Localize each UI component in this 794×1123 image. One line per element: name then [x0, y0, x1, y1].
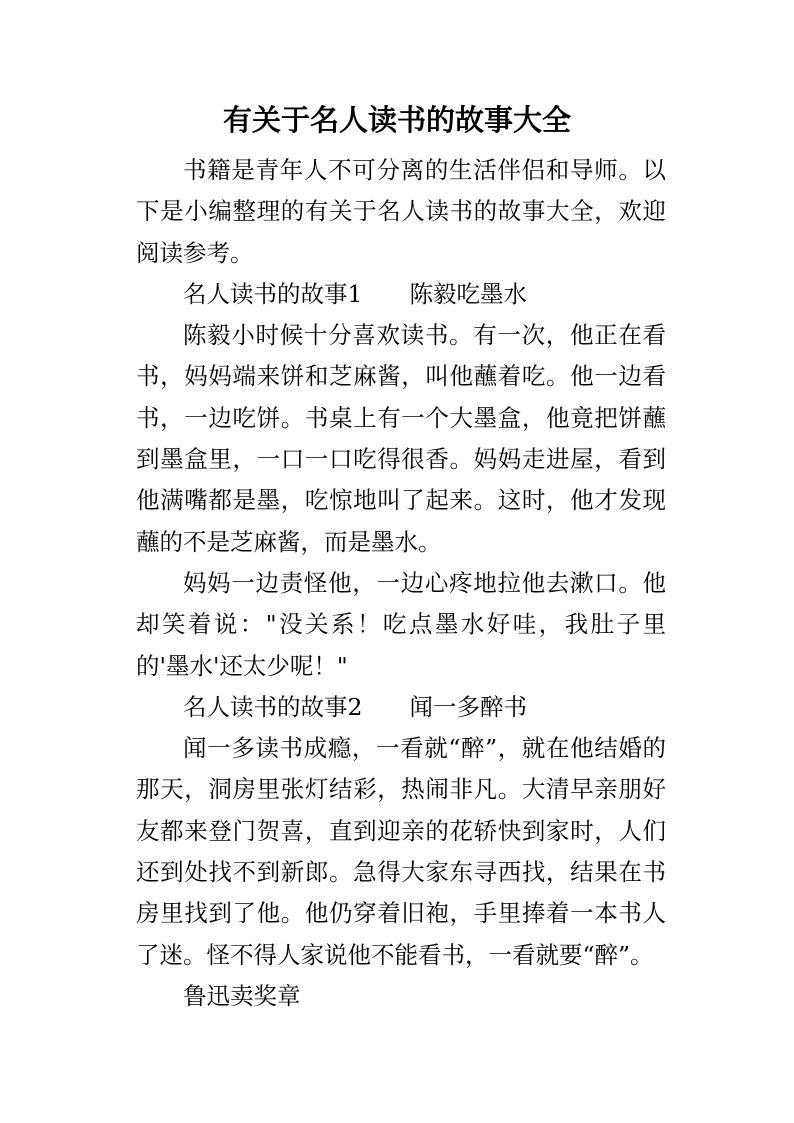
- story1-paragraph-2: 妈妈一边责怪他，一边心疼地拉他去漱口。他却笑着说："没关系！吃点墨水好哇，我肚子里的'墨水'还太少呢！": [136, 568, 666, 680]
- document-body: [136, 150, 666, 1017]
- intro-paragraph: 书籍是青年人不可分离的生活伴侣和导师。以下是小编整理的有关于名人读书的故事大全，欢迎阅读参考。: [136, 156, 666, 267]
- story1-heading: 名人读书的故事1 陈毅吃墨水: [183, 279, 527, 308]
- story1-paragraph-1: 陈毅小时候十分喜欢读书。有一次，他正在看书，妈妈端来饼和芝麻酱，叫他蘸着吃。他一边看书，一边吃饼。书桌上有一个大墨盒，他竟把饼蘸到墨盒里，一口一口吃得很香。妈妈走进屋，看到他满嘴都是墨，吃惊地叫了起来。这时，他才发现蘸的不是芝麻酱，而是墨水。: [136, 321, 666, 556]
- document-title: 有关于名人读书的故事大全: [222, 103, 571, 137]
- story2-paragraph-1: 闻一多读书成瘾，一看就“醉”，就在他结婚的那天，洞房里张灯结彩，热闹非凡。大清早亲朋好友都来登门贺喜，直到迎亲的花轿快到家时，人们还到处找不到新郎。急得大家东寻西找，结果在书房里找到了他。他仍穿着旧袍，手里捧着一本书人了迷。怪不得人家说他不能看书，一看就要“醉”。: [136, 734, 666, 969]
- story2-heading: 名人读书的故事2 闻一多醉书: [183, 692, 527, 721]
- story3-heading: 鲁迅卖奖章: [183, 981, 301, 1010]
